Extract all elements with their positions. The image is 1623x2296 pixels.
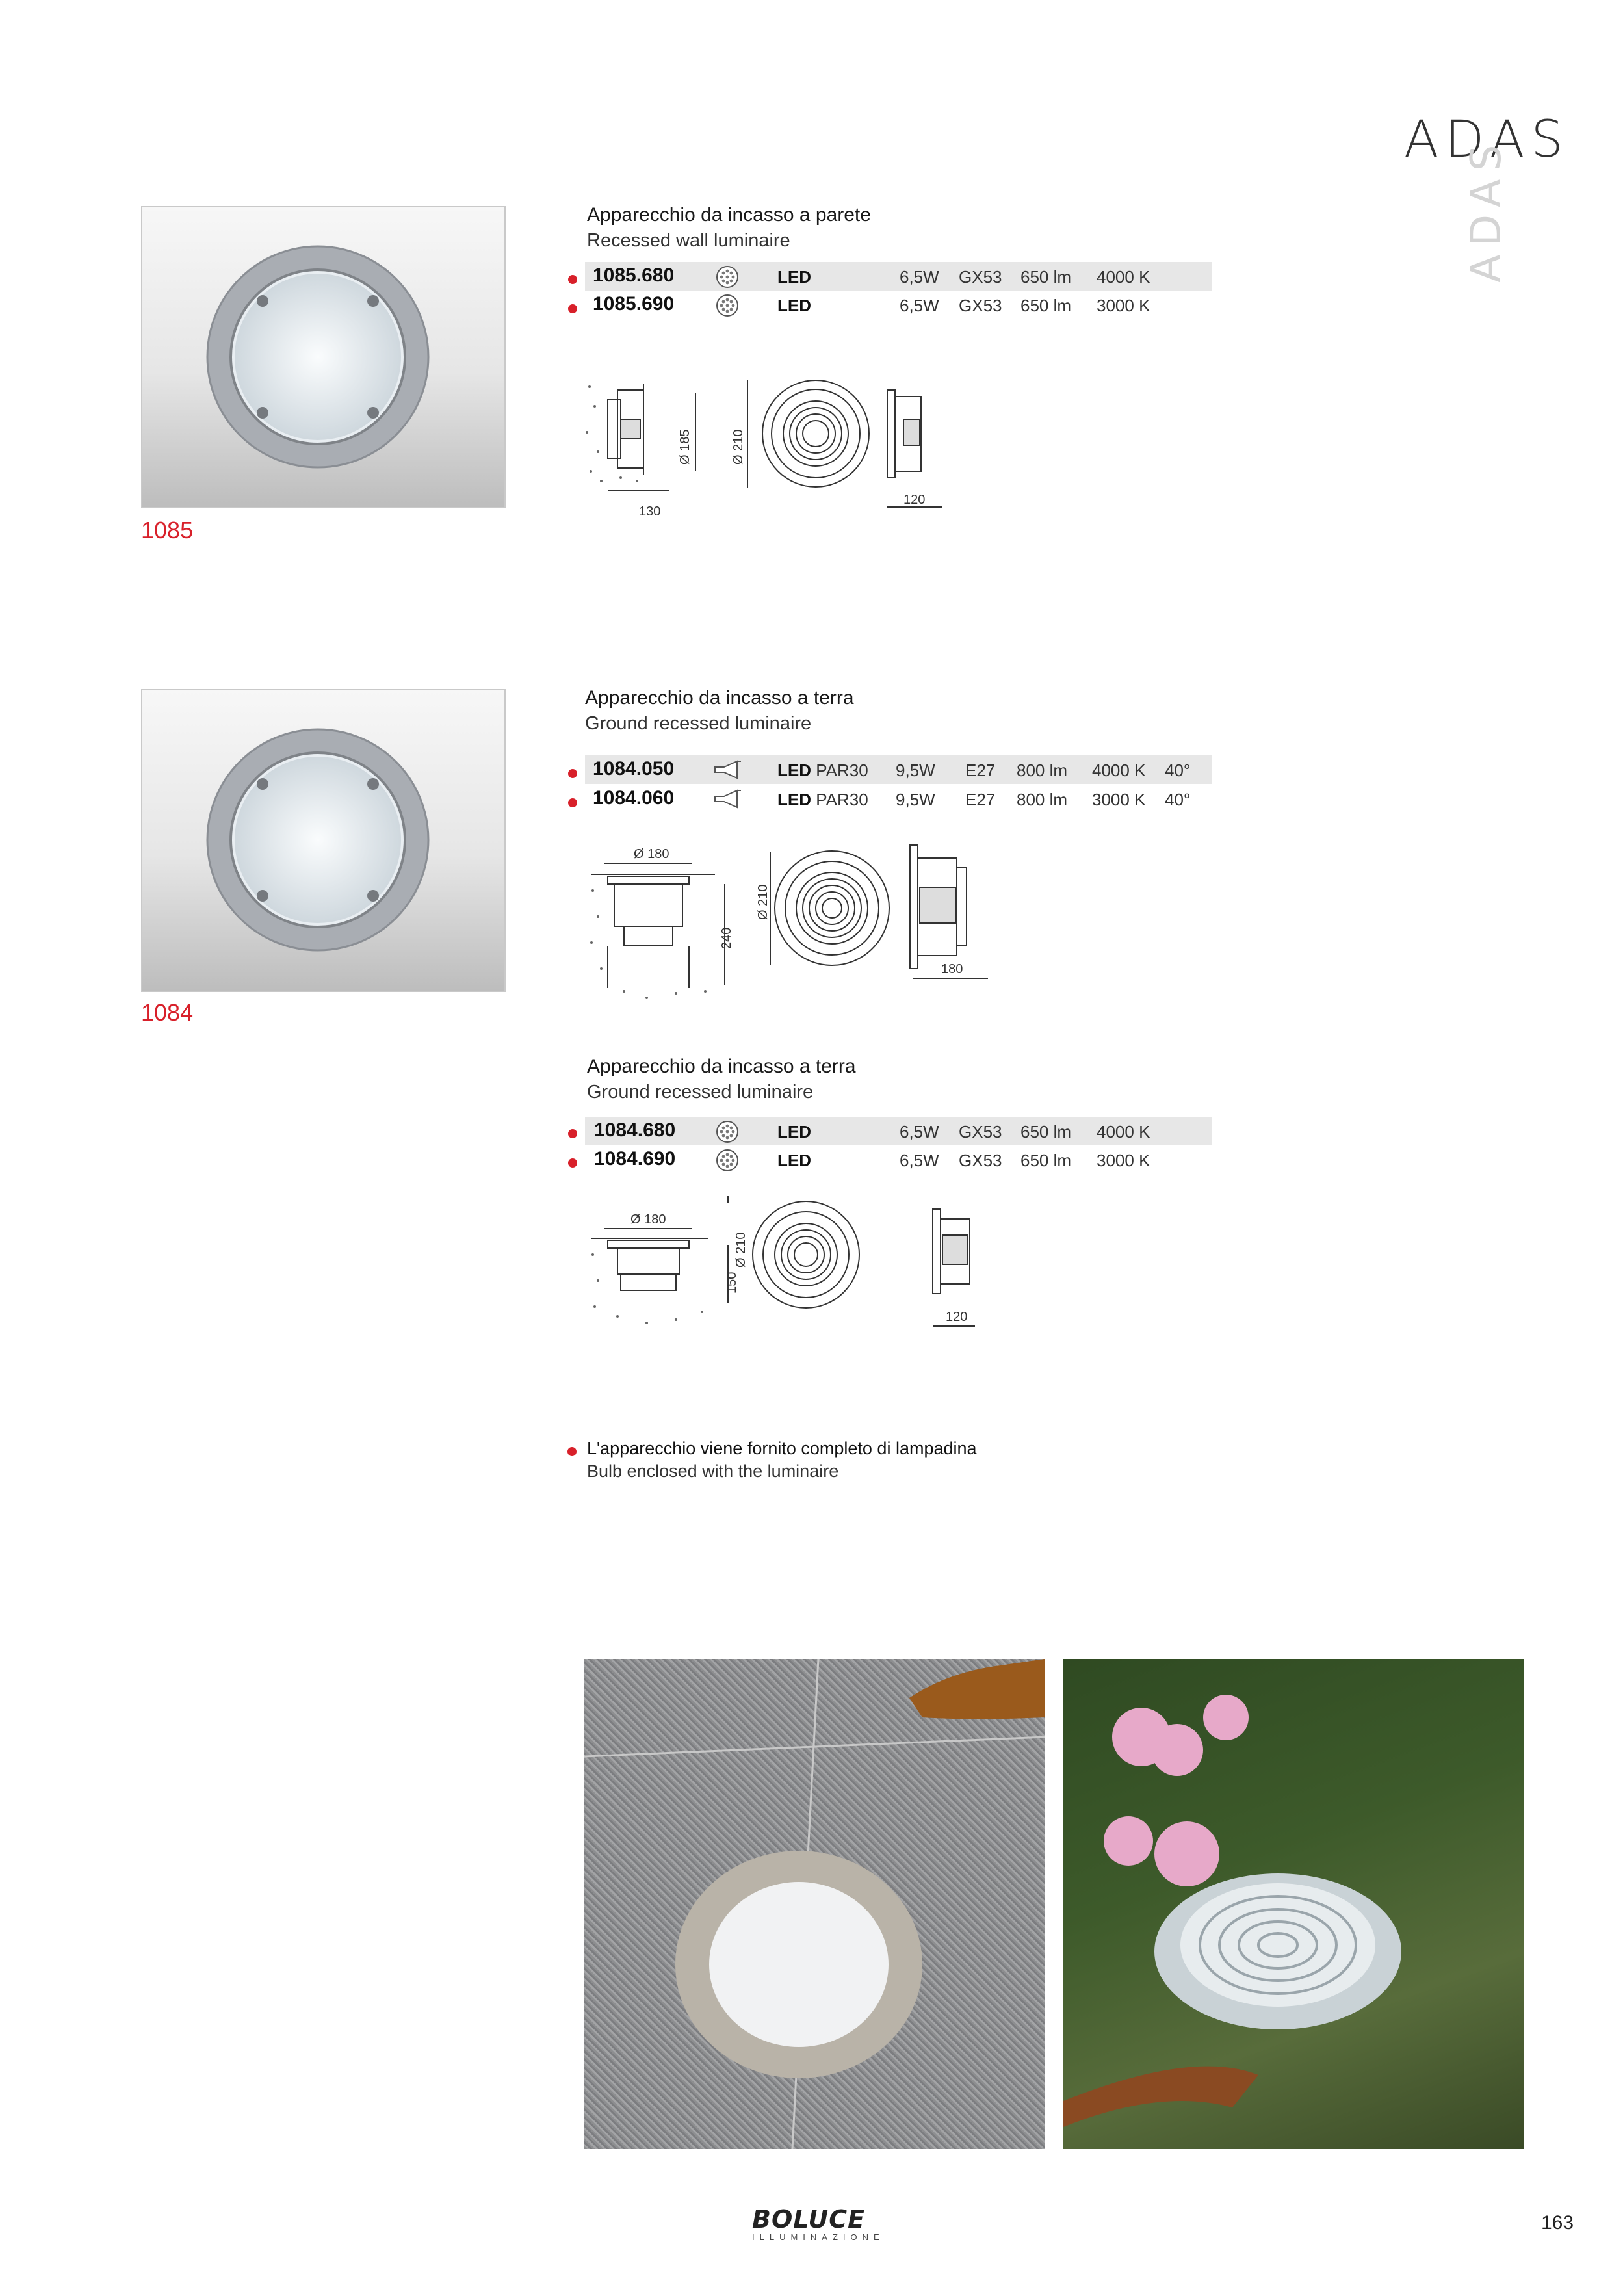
section-title-it: Apparecchio da incasso a terra: [587, 1056, 856, 1077]
dimension-label: 130: [639, 504, 661, 519]
family-code-1084: 1084: [141, 999, 194, 1026]
note-en: Bulb enclosed with the luminaire: [587, 1461, 839, 1481]
section-title-it: Apparecchio da incasso a terra: [585, 687, 854, 709]
product-row: 1084.680 LED 6,5W GX53 650 lm 4000 K: [585, 1117, 1212, 1145]
dimension-label: Ø 185: [678, 429, 692, 465]
included-bulb-marker: [568, 275, 577, 284]
technical-drawing-1084-led: [585, 1196, 1001, 1336]
product-code: 1084.690: [594, 1148, 676, 1169]
product-code: 1085.680: [593, 265, 675, 286]
included-bulb-marker: [568, 798, 577, 807]
dimension-label: Ø 180: [630, 1212, 666, 1227]
product-code: 1084.050: [593, 758, 675, 779]
product-row: 1085.680 LED 6,5W GX53 650 lm 4000 K: [585, 262, 1212, 291]
included-bulb-marker: [568, 1158, 577, 1168]
technical-drawing-1084-par30: [585, 839, 1014, 1008]
led-gx53-icon: [715, 293, 740, 322]
section-title-en: Ground recessed luminaire: [585, 713, 812, 734]
included-bulb-marker: [568, 769, 577, 778]
photo-garden-installation: [1063, 1659, 1524, 2149]
par30-lamp-icon: [712, 759, 744, 785]
dimension-label: Ø 210: [756, 884, 770, 920]
family-code-1085: 1085: [141, 517, 194, 543]
led-gx53-icon: [715, 1119, 740, 1149]
led-gx53-icon: [715, 1148, 740, 1177]
product-row: 1085.690 LED 6,5W GX53 650 lm 3000 K: [585, 291, 1212, 319]
product-code: 1084.680: [594, 1119, 676, 1141]
product-code: 1085.690: [593, 293, 675, 315]
note-it: L'apparecchio viene fornito completo di lampadina: [587, 1439, 977, 1458]
dimension-label: Ø 180: [634, 847, 669, 861]
led-gx53-icon: [715, 265, 740, 294]
included-bulb-marker: [567, 1447, 577, 1456]
dimension-label: 150: [725, 1272, 739, 1294]
section-title-en: Ground recessed luminaire: [587, 1082, 814, 1102]
included-bulb-marker: [568, 1129, 577, 1138]
included-bulb-marker: [568, 304, 577, 313]
product-code: 1084.060: [593, 787, 675, 809]
section-title-en: Recessed wall luminaire: [587, 230, 790, 251]
boluce-logo-subtitle: ILLUMINAZIONE: [752, 2232, 885, 2242]
dimension-label: Ø 210: [734, 1232, 748, 1268]
product-photo-1084: [141, 689, 506, 992]
dimension-label: 240: [720, 927, 734, 949]
brand-title-vertical: ADAS: [1462, 137, 1511, 283]
par30-lamp-icon: [712, 789, 744, 814]
product-row: 1084.690 LED 6,5W GX53 650 lm 3000 K: [585, 1145, 1212, 1174]
product-photo-1085: [141, 206, 506, 508]
section-title-it: Apparecchio da incasso a parete: [587, 204, 871, 226]
boluce-logo: BOLUCE: [752, 2205, 866, 2234]
technical-drawing-1085: [582, 374, 959, 533]
dimension-label: Ø 210: [731, 429, 746, 465]
dimension-label: 120: [903, 493, 926, 507]
product-row: 1084.060 LED PAR30 9,5W E27 800 lm 3000 K 40°: [585, 785, 1212, 813]
dimension-label: 180: [941, 962, 963, 976]
photo-floor-installation: [584, 1659, 1045, 2149]
brand-title: ADAS: [1404, 111, 1570, 169]
product-row: 1084.050 LED PAR30 9,5W E27 800 lm 4000 K 40°: [585, 755, 1212, 784]
dimension-label: 120: [946, 1310, 968, 1324]
page-number: 163: [1541, 2212, 1574, 2234]
